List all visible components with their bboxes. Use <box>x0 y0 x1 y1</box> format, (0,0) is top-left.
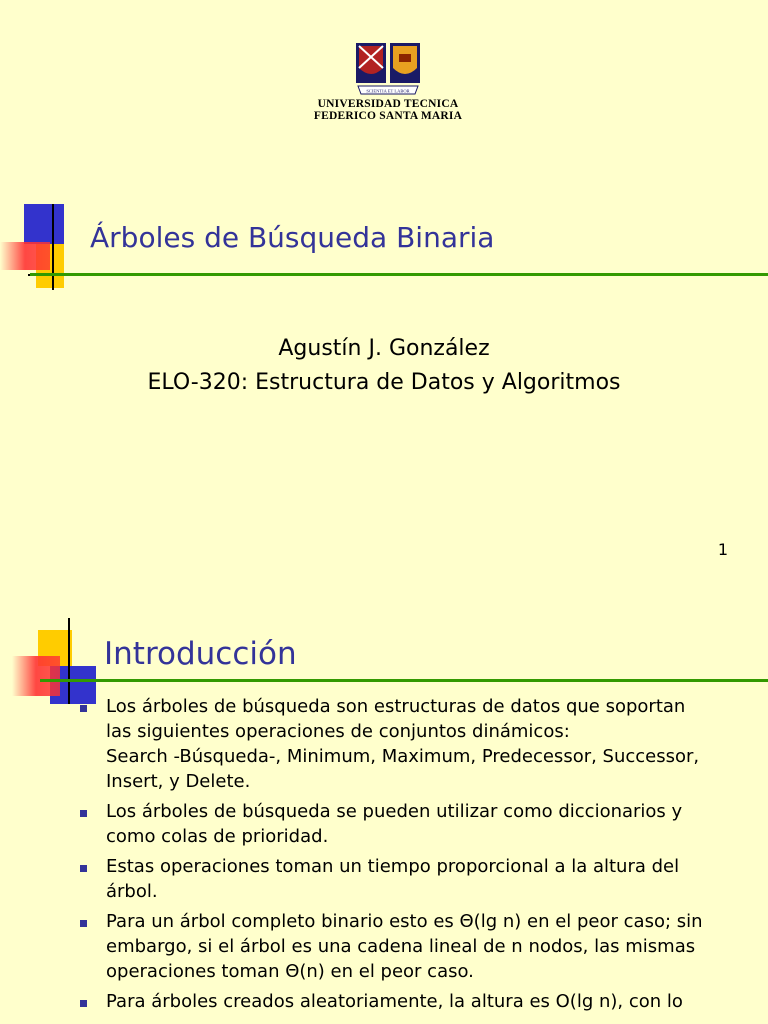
slide-title: Árboles de Búsqueda Binaria <box>90 221 495 254</box>
university-crest-logo <box>355 42 421 96</box>
title-underline <box>30 273 768 276</box>
square-bullet-icon <box>80 865 87 872</box>
bullet-text: Para árboles creados aleatoriamente, la altura es O(lg n), con lo <box>106 991 683 1012</box>
svg-text:SCIENTIA ET LABOR <box>366 89 409 94</box>
bullet-item <box>78 909 738 984</box>
slide-title: Introducción <box>104 636 297 672</box>
course-name: ELO-320: Estructura de Datos y Algoritmos <box>147 370 621 395</box>
square-bullet-icon <box>80 810 87 817</box>
logo-motto-1: SCIENTIA <box>366 88 387 94</box>
square-bullet-icon <box>80 1000 87 1007</box>
university-name <box>288 98 488 122</box>
square-bullet-icon <box>80 705 87 712</box>
bullet-text: Para un árbol completo binario esto es Θ(lg n) en el peor caso; sin embargo, si el árbol es una cadena lineal de n nodos, las mismas operaciones toman Θ(n) en el peor caso. <box>106 911 703 982</box>
title-underline <box>40 679 768 682</box>
bullet-list <box>78 694 738 1019</box>
university-line-1: UNIVERSIDAD TECNICA <box>317 98 459 110</box>
corner-decoration <box>12 618 104 704</box>
university-line-2: FEDERICO SANTA MARIA <box>313 110 463 122</box>
square-bullet-icon <box>80 920 87 927</box>
logo-motto-2: ET <box>387 88 394 94</box>
bullet-item <box>78 799 738 849</box>
bullet-text: Los árboles de búsqueda se pueden utilizar como diccionarios y como colas de prioridad. <box>106 801 683 847</box>
bullet-text: Los árboles de búsqueda son estructuras de datos que soportan las siguientes operaciones de conjuntos dinámicos: Search -Búsqueda-, Minimum, Maximum, Predecessor, Successor, Insert, y Delete. <box>106 696 700 792</box>
slide-separator <box>0 592 768 600</box>
bullet-item <box>78 694 738 794</box>
bullet-item <box>78 989 738 1014</box>
corner-decoration <box>0 204 90 292</box>
logo-motto-3: LABOR <box>394 88 410 94</box>
slide-2 <box>0 600 768 1024</box>
bullet-item <box>78 854 738 904</box>
author-name: Agustín J. González <box>278 336 490 361</box>
bullet-text: Estas operaciones toman un tiempo proporcional a la altura del árbol. <box>106 856 680 902</box>
page-number: 1 <box>717 540 728 559</box>
